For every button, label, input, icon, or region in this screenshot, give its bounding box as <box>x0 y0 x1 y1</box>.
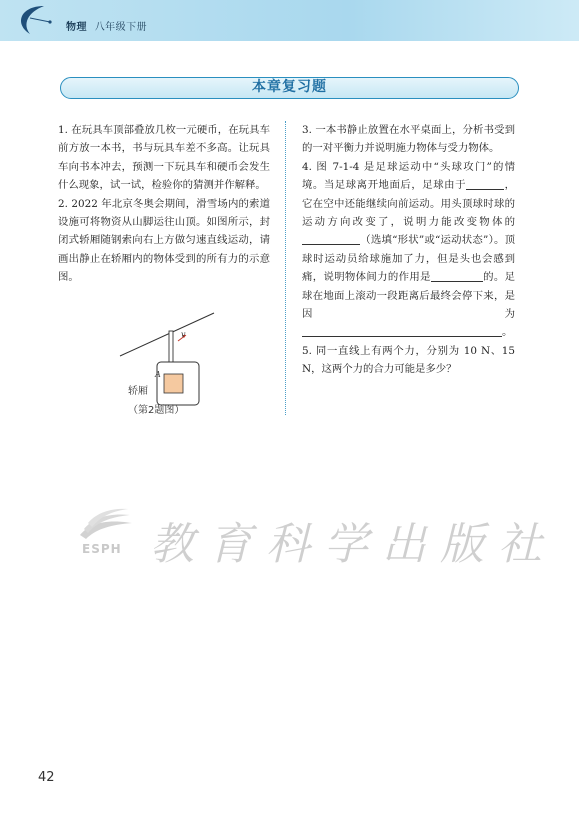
cabin-label: 轿厢 <box>128 386 148 397</box>
question-2: 2. 2022 年北京冬奥会期间，滑雪场内的索道设施可将物资从山脚运往山顶。如图所示，封闭式轿厢随钢索向右上方做匀速直线运动，请画出静止在轿厢内的物体受到的所有力的示意图。 <box>58 197 270 284</box>
question-4-part2: ，它在空中还能继续向前运动。用头顶球时球的运动方向改变了，说明力能改变物体的 <box>302 179 515 229</box>
page-number: 42 <box>38 770 55 785</box>
question-5: 5. 同一直线上有两个力，分别为 10 N、15 N，这两个力的合力可能是多少？ <box>302 344 515 376</box>
right-column <box>302 121 515 379</box>
answer-blank-2[interactable] <box>302 232 360 245</box>
answer-blank-3[interactable] <box>431 269 483 282</box>
object-label: A <box>155 370 161 379</box>
object-a-box <box>164 374 183 393</box>
question-4 <box>302 158 515 342</box>
question-3: 3. 一本书静止放置在水平桌面上，分析书受到的一对平衡力并说明施力物体与受力物体。 <box>302 124 515 155</box>
header-logo-icon <box>0 0 60 41</box>
figure-caption: （第2题图） <box>128 405 185 416</box>
left-column <box>58 121 270 287</box>
hanger-bar <box>169 331 173 362</box>
velocity-label: v <box>181 330 186 339</box>
header-subject: 物理 <box>66 22 87 33</box>
header-title <box>66 18 147 33</box>
question-4-part4: 的。足球在地面上滚动一段距离后最终会停下来，是因为 <box>302 271 516 321</box>
question-1: 1. 在玩具车顶部叠放几枚一元硬币，在玩具车前方放一本书，书与玩具车差不多高。让玩具车向书本冲去，预测一下玩具车和硬币会发生什么现象，试一试，检验你的猜测并作解释。 <box>58 124 270 192</box>
question-4-part5: 。 <box>502 326 513 339</box>
chapter-review-banner: 本章复习题 <box>60 77 519 99</box>
publisher-logo-icon <box>76 505 136 545</box>
question-4-part1: 4. 图 7-1-4 是足球运动中“头球攻门”的情境。当足球离开地面后，足球由于 <box>302 160 515 192</box>
answer-blank-4[interactable] <box>302 324 502 337</box>
answer-blank-1[interactable] <box>466 177 504 190</box>
watermark-abbr: ESPH <box>82 542 122 556</box>
watermark-publisher: 教育科学出版社 <box>150 519 556 570</box>
question-4-part3: （选填“形状”或“运动状态”）。顶球时运动员给球施加了力，但是头也会感到痛，说明物体间力的作用是 <box>302 234 515 284</box>
cable-line <box>120 313 214 356</box>
header-grade: 八年级下册 <box>94 22 148 33</box>
column-divider <box>285 121 286 415</box>
